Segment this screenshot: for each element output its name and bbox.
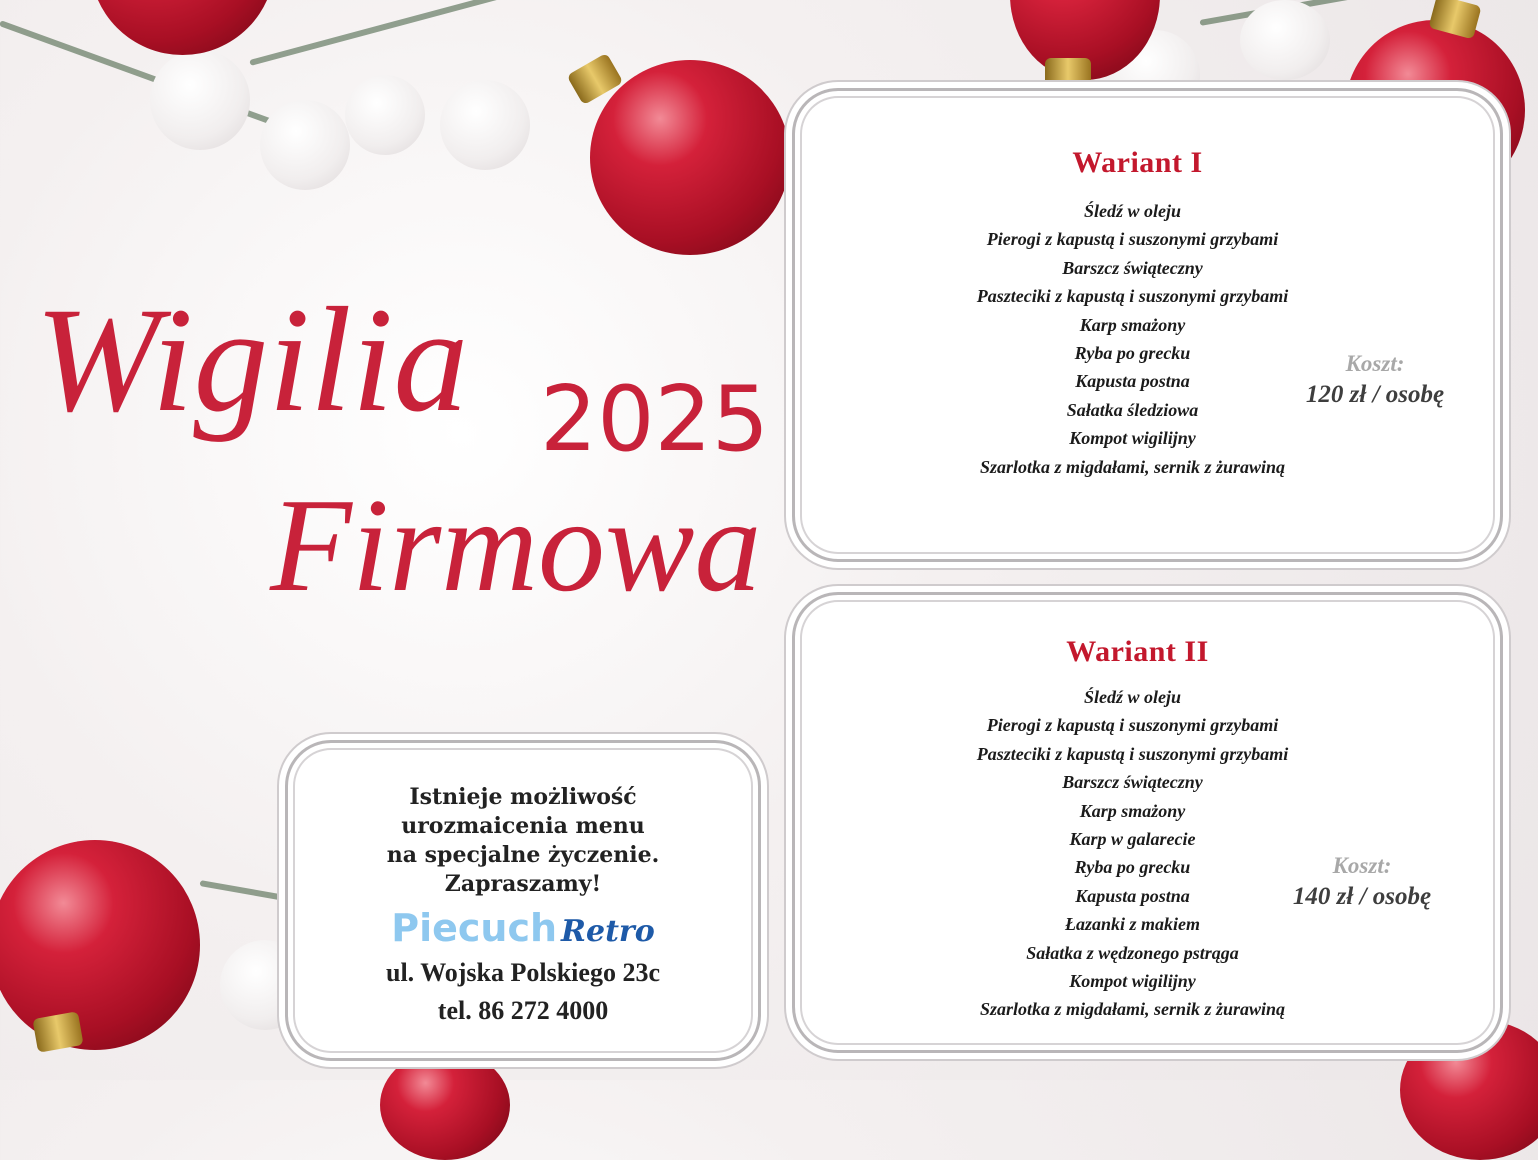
snowball bbox=[440, 80, 530, 170]
menu-panel-variant-2 bbox=[792, 592, 1503, 1053]
menu-item: Kompot wigilijny bbox=[1069, 971, 1196, 992]
ornament-ball bbox=[0, 840, 200, 1050]
snowball bbox=[1240, 0, 1330, 80]
menu-item: Śledź w oleju bbox=[1083, 201, 1181, 221]
menu-panel-variant-1 bbox=[792, 88, 1503, 562]
cost-value: 140 zł / osobę bbox=[1292, 883, 1432, 910]
menu-item: Karp smażony bbox=[1079, 314, 1186, 335]
menu-item: Pierogi z kapustą i suszonymi grzybami bbox=[986, 715, 1279, 736]
info-line: urozmaicenia menu bbox=[401, 813, 645, 839]
info-panel bbox=[285, 740, 761, 1061]
info-line: Zapraszamy! bbox=[444, 871, 602, 897]
price-block bbox=[1267, 851, 1457, 913]
menu-item: Ryba po grecku bbox=[1074, 857, 1191, 878]
ornament-ball bbox=[90, 0, 275, 55]
title-wigilia: Wigilia bbox=[35, 277, 469, 443]
snowball bbox=[260, 100, 350, 190]
variant-title: Wariant I bbox=[1072, 146, 1203, 179]
menu-item: Kapusta postna bbox=[1075, 885, 1190, 906]
menu-item: Łazanki z makiem bbox=[1064, 914, 1200, 935]
menu-item: Kompot wigilijny bbox=[1069, 428, 1196, 449]
menu-item: Sałatka z wędzonego pstrąga bbox=[1026, 942, 1239, 963]
ornament-ball bbox=[380, 1050, 510, 1160]
info-line: na specjalne życzenie. bbox=[386, 842, 660, 868]
menu-item: Barszcz świąteczny bbox=[1062, 772, 1203, 793]
menu-item: Szarlotka z migdałami, sernik z żurawiną bbox=[979, 999, 1286, 1020]
menu-item: Śledź w oleju bbox=[1083, 687, 1181, 707]
cost-label: Koszt: bbox=[1345, 351, 1405, 376]
menu-item: Sałatka śledziowa bbox=[1066, 399, 1199, 420]
phone: tel. 86 272 4000 bbox=[437, 996, 609, 1025]
menu-item: Paszteciki z kapustą i suszonymi grzybami bbox=[976, 286, 1289, 307]
info-line: Istnieje możliwość bbox=[409, 784, 637, 810]
price-block bbox=[1280, 349, 1470, 411]
menu-item: Szarlotka z migdałami, sernik z żurawiną bbox=[979, 456, 1286, 477]
menu-item: Paszteciki z kapustą i suszonymi grzybami bbox=[976, 743, 1289, 764]
info-text bbox=[288, 783, 758, 899]
cost-label: Koszt: bbox=[1332, 853, 1392, 878]
menu-item: Karp smażony bbox=[1079, 800, 1186, 821]
menu-item: Ryba po grecku bbox=[1074, 343, 1191, 364]
snowball bbox=[150, 50, 250, 150]
fir-branch bbox=[249, 0, 502, 66]
menu-item: Pierogi z kapustą i suszonymi grzybami bbox=[986, 229, 1279, 250]
title-firmowa: Firmowa bbox=[270, 471, 762, 619]
snowball bbox=[345, 75, 425, 155]
logo-piecuch: Piecuch bbox=[391, 906, 558, 950]
variant-title: Wariant II bbox=[1066, 635, 1209, 668]
logo-retro: Retro bbox=[561, 914, 655, 949]
menu-item-list bbox=[795, 197, 1470, 481]
title-year: 2025 bbox=[540, 367, 770, 472]
address: ul. Wojska Polskiego 23c bbox=[385, 958, 660, 987]
ornament-cap bbox=[1045, 58, 1091, 92]
menu-item: Barszcz świąteczny bbox=[1062, 257, 1203, 278]
logo bbox=[288, 905, 758, 951]
ornament-ball bbox=[590, 60, 790, 255]
cost-value: 120 zł / osobę bbox=[1305, 381, 1445, 408]
menu-item: Kapusta postna bbox=[1075, 371, 1190, 392]
menu-item: Karp w galarecie bbox=[1069, 829, 1196, 850]
